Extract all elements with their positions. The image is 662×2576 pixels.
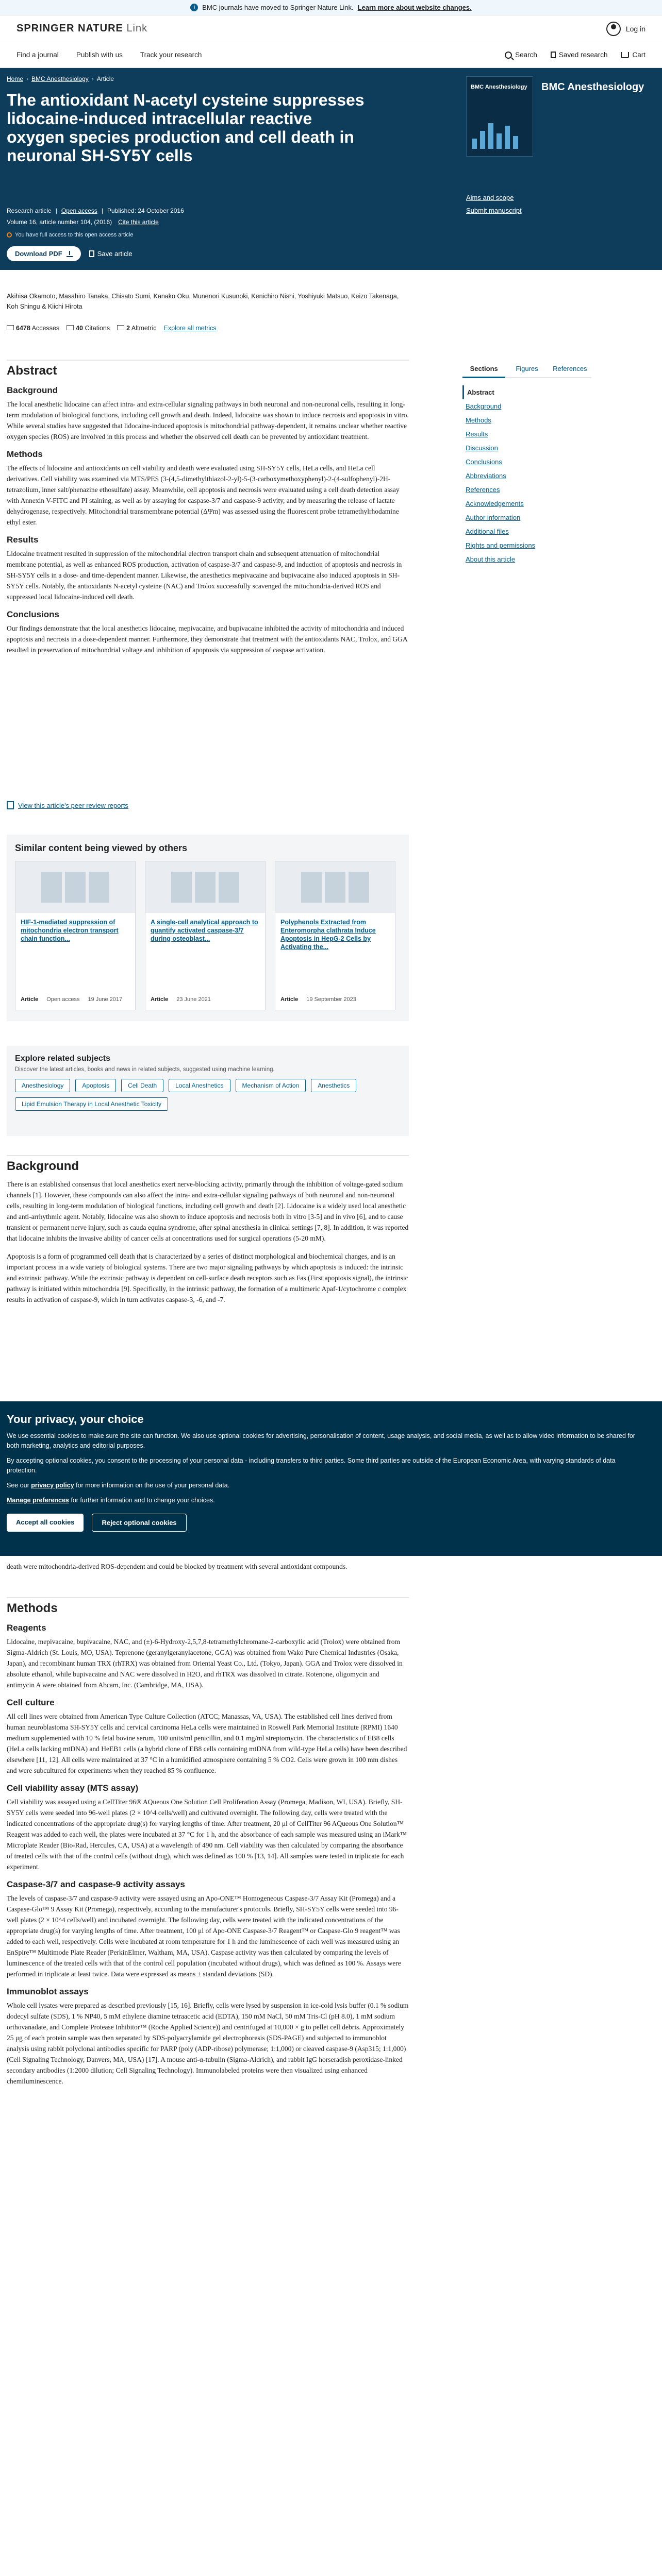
abstract-section bbox=[7, 360, 409, 655]
cover-art bbox=[472, 118, 527, 149]
peer-review-link[interactable]: View this article's peer review reports bbox=[7, 801, 128, 809]
section-link-methods[interactable]: Methods bbox=[466, 416, 491, 424]
subject-chip[interactable]: Mechanism of Action bbox=[236, 1079, 306, 1092]
explore-hint: Discover the latest articles, books and news in related subjects, suggested using machine learning. bbox=[15, 1066, 275, 1073]
article-volume-line: Volume 16, article number 104, (2016) Cite this article bbox=[7, 218, 159, 226]
section-link-background[interactable]: Background bbox=[466, 402, 502, 410]
save-article-button[interactable]: Save article bbox=[89, 250, 133, 258]
journal-name[interactable]: BMC Anesthesiology bbox=[541, 81, 644, 93]
open-access-icon bbox=[7, 232, 12, 238]
section-link-acknowledgements[interactable]: Acknowledgements bbox=[466, 500, 524, 507]
manage-preferences-link[interactable]: Manage preferences bbox=[7, 1497, 69, 1504]
tab-figures[interactable]: Figures bbox=[516, 365, 538, 372]
breadcrumb-home[interactable]: Home bbox=[7, 75, 24, 82]
background-paragraph: There is an established consensus that local anesthetics exert nerve-blocking activity, primarily through the inhibition of voltage-gated sodium channels [1]. However, these compounds can also affect the intra- and extra-cellular signaling pathways of both neuronal and non-neuronal cells, resulting in long-term modulation of biological functions, including cell growth and death [2]. Lidocaine is a widely used local anesthetic and anti-arrhythmic agent. Notably, lidocaine was also shown to induce apoptosis and necrosis both in vitro [3-5] and in vivo [6], and to cause transient or permanent nerve injury, such as cauda equina syndrome, after spinal anesthesia in clinical settings [7, 8]. In addition, it was reported that lidocaine inhibits the invasive ability of cancer cells at concentrations used for surgical operations (5-20 mM). bbox=[7, 1180, 409, 1242]
cite-article-link[interactable]: Cite this article bbox=[118, 218, 159, 226]
reagents-text: Lidocaine, mepivacaine, bupivacaine, NAC, and (±)-6-Hydroxy-2,5,7,8-tetramethylchromane-2-carboxylic acid (Trolox) were obtained from Sigma-Aldrich (St. Louis, MO, USA). Teprenone (geranylgeranylacetone, GGA) was obtained from Wako Pure Chemical Industries (Osaka, Japan), and recombinant human TRX (rhTRX) was obtained from Oriental Yeast Co., Ltd. (Tokyo, Japan). GGA and Trolox were dissolved in absolute ethanol, while bupivacaine and NAC were dissolved in H2O, and rhTRX was dissolved in citrate. Rotenone, oligomycin and antimycin A were obtained from Abcam, Inc. (Cambridge, MA, USA). bbox=[7, 1638, 403, 1689]
cookie-text: See our privacy policy for more information on the use of your personal data. bbox=[7, 1482, 230, 1489]
abstract-conclusions-heading: Conclusions bbox=[7, 609, 60, 619]
search-icon bbox=[505, 52, 512, 59]
info-icon: i bbox=[190, 4, 198, 11]
open-access-link[interactable]: Open access bbox=[61, 207, 97, 214]
cookie-heading: Your privacy, your choice bbox=[7, 1413, 144, 1426]
mts-heading: Cell viability assay (MTS assay) bbox=[7, 1783, 139, 1793]
card-title[interactable]: Polyphenols Extracted from Enteromorpha clathrata Induce Apoptosis in HepG-2 Cells by Activating the... bbox=[280, 919, 376, 951]
sidebar-tabs bbox=[462, 360, 591, 378]
article-title: The antioxidant N-acetyl cysteine suppresses lidocaine-induced intracellular reactive oxygen species production and cell death in neuronal SH-SY5Y cells bbox=[7, 91, 365, 165]
caspase-heading: Caspase-3/7 and caspase-9 activity assays bbox=[7, 1879, 185, 1889]
subject-chip[interactable]: Anesthetics bbox=[311, 1079, 356, 1092]
author-list[interactable]: Akihisa Okamoto, Masahiro Tanaka, Chisato Sumi, Kanako Oku, Munenori Kusunoki, Kenichiro Nishi, Yoshiyuki Matsuo, Keizo Takenaga, Koh Shingu & Kiichi Hirota bbox=[7, 293, 399, 310]
section-link-results[interactable]: Results bbox=[466, 430, 488, 438]
subject-chip[interactable]: Apoptosis bbox=[75, 1079, 116, 1092]
explore-metrics-link[interactable]: Explore all metrics bbox=[163, 325, 217, 332]
section-link-conclusions[interactable]: Conclusions bbox=[466, 458, 502, 466]
background-section bbox=[7, 1155, 409, 1305]
explore-subjects bbox=[7, 1046, 409, 1136]
section-link-additional-files[interactable]: Additional files bbox=[466, 528, 509, 535]
card-thumbnail bbox=[15, 861, 135, 913]
similar-card[interactable]: A single-cell analytical approach to quantify activated caspase-3/7 during osteoblast... Article 23 June 2021 bbox=[145, 861, 266, 1010]
notice-link[interactable]: Learn more about website changes. bbox=[357, 4, 472, 11]
mts-text: Cell viability was assayed using a CellTiter 96® AQueous One Solution Cell Proliferation Assay (Promega, Madison, WI, USA). Briefly, SH-SY5Y cells were seeded into 96-well plates (2 × 10^4 cells/well) and cultivated overnight. The following day, cells were treated with the indicated concentrations of the appropriate drug(s) for varying lengths of time. After treatment, 20 μl of CellTiter 96 AQueous One Solution™ Reagent was added to each well, the plates were incubated at 37 °C for 1 h, and the absorbance of each sample was measured using an iMark™ Microplate Reader (Bio-Rad, Hercules, CA, USA) at a wavelength of 490 nm. Cell viability was then calculated by comparing the absorbance of treated cells with that of the control cells (without drug), which was defined as 100 % [13, 14]. All samples were tested in triplicate for each experiment. bbox=[7, 1798, 407, 1871]
card-thumbnail bbox=[275, 861, 395, 913]
similar-card[interactable]: Polyphenols Extracted from Enteromorpha clathrata Induce Apoptosis in HepG-2 Cells by Activating the... Article 19 September 2023 bbox=[275, 861, 395, 1010]
abstract-results-text: Lidocaine treatment resulted in suppression of the mitochondrial electron transport chain and subsequent attenuation of mitochondrial membrane potential, as well as enhanced ROS production, activation of caspase-3/7 and caspase-9, and induction of apoptosis and necrosis in SH-SY5Y cells in a dose- and time-dependent manner. Likewise, the anesthetics mepivacaine and bupivacaine also induced apoptosis in SH-SY5Y cells. Notably, the antioxidants N-acetyl cysteine (NAC) and Trolox successfully scavenged the mitochondria-derived ROS and suppressed local lidocaine-induced cell death. bbox=[7, 550, 402, 601]
article-sidebar bbox=[462, 360, 591, 566]
cookie-banner bbox=[0, 1401, 662, 1556]
subject-chip[interactable]: Anesthesiology bbox=[15, 1079, 70, 1092]
card-title[interactable]: A single-cell analytical approach to quantify activated caspase-3/7 during osteoblast... bbox=[151, 919, 258, 942]
citations-metric: 40 Citations bbox=[67, 325, 110, 332]
altmetric-metric: 2 Altmetric bbox=[117, 325, 156, 332]
privacy-policy-link[interactable]: privacy policy bbox=[31, 1482, 74, 1489]
submit-manuscript-link[interactable]: Submit manuscript bbox=[466, 207, 522, 214]
nav-track[interactable]: Track your research bbox=[140, 51, 202, 59]
abstract-heading: Abstract bbox=[7, 360, 409, 378]
reagents-heading: Reagents bbox=[7, 1623, 46, 1633]
immunoblot-heading: Immunoblot assays bbox=[7, 1987, 89, 1996]
abstract-background-text: The local anesthetic lidocaine can affect intra- and extra-cellular signaling pathways in both neuronal and non-neuronal cells, resulting in long-term modulation of biological functions, including cell growth and death. Indeed, lidocaine was shown to induce necrosis and apoptosis in vitro. While several studies have suggested that lidocaine-induced apoptosis is mitochondrial pathway-dependent, it remains unclear whether reactive oxygen species (ROS) are involved in this process and whether the observed cell death can be prevented by antioxidant treatment. bbox=[7, 400, 409, 440]
user-icon bbox=[606, 22, 621, 36]
cookie-text: Manage preferences for further information and to change your choices. bbox=[7, 1497, 215, 1504]
download-icon bbox=[67, 251, 73, 257]
nav-find-journal[interactable]: Find a journal bbox=[16, 51, 59, 59]
breadcrumb-article: Article bbox=[96, 75, 114, 82]
card-title[interactable]: HIF-1-mediated suppression of mitochondria electron transport chain function... bbox=[21, 919, 119, 942]
tab-sections[interactable]: Sections bbox=[462, 360, 505, 378]
brand-header bbox=[0, 15, 662, 42]
section-link-abbreviations[interactable]: Abbreviations bbox=[466, 472, 506, 480]
similar-card[interactable]: HIF-1-mediated suppression of mitochondria electron transport chain function... Article Open access 19 June 2017 bbox=[15, 861, 136, 1010]
accesses-metric: 6478 Accesses bbox=[7, 325, 59, 332]
notice-bar bbox=[0, 0, 662, 15]
metrics-bar bbox=[7, 325, 217, 332]
methods-section bbox=[7, 1597, 409, 2087]
tab-references[interactable]: References bbox=[553, 365, 587, 372]
cell-culture-text: All cell lines were obtained from American Type Culture Collection (ATCC; Manassas, VA, USA). The established cell lines derived from human neuroblastoma SH-SY5Y cells and cervical carcinoma HeLa cells were maintained in Roswell Park Memorial Institute (RPMI) 1640 medium supplemented with 10 % fetal bovine serum, 100 units/ml penicillin, and 0.1 mg/ml streptomycin. The characteristics of EB8 cells (HeLa cells lacking mtDNA) and HeEB1 cells (a hybrid clone of EB8 cells containing mtDNA from wild-type HeLa cells) have been described elsewhere [11, 12]. All cells were maintained at 37 °C in a humidified atmosphere containing 5 % CO2. Cells were grown in 100 mm dishes and were subcultured for experiments when they reached 85 % confluence. bbox=[7, 1713, 407, 1774]
oa-note: You have full access to this open access article bbox=[7, 232, 134, 238]
section-link-discussion[interactable]: Discussion bbox=[466, 444, 498, 452]
citations-icon bbox=[67, 325, 74, 330]
cookie-text: By accepting optional cookies, you consent to the processing of your personal data - including transfers to third parties. Some third parties are outside of the European Economic Area, with varying standards of data protection. bbox=[7, 1457, 616, 1474]
card-thumbnail bbox=[145, 861, 265, 913]
search-button[interactable]: Search bbox=[505, 51, 537, 59]
aims-scope-link[interactable]: Aims and scope bbox=[466, 194, 514, 201]
accesses-icon bbox=[7, 325, 14, 330]
saved-research-button[interactable]: Saved research bbox=[551, 51, 608, 59]
abstract-conclusions-text: Our findings demonstrate that the local anesthetics lidocaine, mepivacaine, and bupivacaine inhibited the activity of mitochondria and induced apoptosis and necrosis in a dose-dependent manner. Furthermore, they demonstrate that treatment with the antioxidants NAC, Trolox, and GGA resulted in preservation of mitochondrial voltage and inhibition of apoptosis via suppression of caspase activation. bbox=[7, 624, 407, 654]
accept-cookies-button[interactable]: Accept all cookies bbox=[7, 1514, 84, 1532]
subject-chip[interactable]: Local Anesthetics bbox=[169, 1079, 230, 1092]
similar-heading: Similar content being viewed by others bbox=[15, 843, 188, 853]
cart-icon bbox=[621, 52, 629, 58]
springer-nature-logo[interactable]: SPRINGER NATURE Link bbox=[16, 23, 148, 34]
breadcrumb-journal[interactable]: BMC Anesthesiology bbox=[31, 75, 89, 82]
section-link-about[interactable]: About this article bbox=[466, 555, 516, 563]
explore-heading: Explore related subjects bbox=[15, 1054, 110, 1063]
secondary-nav bbox=[0, 42, 662, 68]
abstract-results-heading: Results bbox=[7, 535, 39, 545]
caspase-text: The levels of caspase-3/7 and caspase-9 activity were assayed using an Apo-ONE™ Homogeneous Caspase-3/7 Assay Kit (Promega) and a Caspase-Glo™ 9 Assay Kit (Promega), respectively, according to the manufacturer's protocols. Briefly, SH-SY5Y cells were seeded into 96-well plates (2 × 10^4 cells/well) and incubated overnight. The following day, cells were treated with the indicated concentrations of the appropriate drug(s) for varying lengths of time. After treatment, 100 μl of Apo-ONE Caspase-3/7 Reagent™ or Caspase-Glo 9 reagent™ was added to each well, respectively. Cells were incubated at room temperature for 1 h and the luminescence of each well was measured using an EnSpire™ Multimode Plate Reader (PerkinElmer, Waltham, MA, USA). Caspase activity was then calculated by comparing the levels of luminescence of the treated cells with that of the control cell population (incubated without drugs), which was defined as 100 %. Assays were performed in triplicate at least twice. Data were expressed as means ± standard deviations (SD). bbox=[7, 1894, 401, 1978]
section-link-author-information[interactable]: Author information bbox=[466, 514, 521, 521]
article-type-line: Research article | Open access | Published: 24 October 2016 bbox=[7, 207, 184, 214]
abstract-methods-heading: Methods bbox=[7, 449, 43, 459]
background-heading: Background bbox=[7, 1155, 409, 1174]
similar-content bbox=[7, 835, 409, 1021]
background-paragraph: Apoptosis is a form of programmed cell death that is characterized by a series of distinct morphological and biochemical changes, and is an important process in a wide variety of biological systems. There are two major signaling pathways by which apoptosis is induced: the intrinsic and extrinsic pathway. While the extrinsic pathway is dependent on cell-surface death receptors such as Fas (First apoptosis signal), the intrinsic pathway is initiated within mitochondria [9]. Specifically, in the intrinsic pathway, the formation of a multimeric Apaf-1/cytochrome c complex results in activation of caspase-9, which in turn activates caspase-3, -6, and -7. bbox=[7, 1252, 408, 1303]
immunoblot-text: Whole cell lysates were prepared as described previously [15, 16]. Briefly, cells were lysed by suspension in ice-cold lysis buffer (0.1 % sodium dodecyl sulfate (SDS), 1 % NP40, 5 mM ethylene diamine tetraacetic acid (EDTA), 150 mM NaCl, 50 mM Tris-Cl (pH 8.0), 1 mM sodium orthovanadate, and Complete Protease Inhibitor™ (Roche Applied Science)) and centrifuged at 10,000 × g to pellet cell debris. Approximately 25 μg of each protein sample was then separated by SDS-polyacrylamide gel electrophoresis (SDS-PAGE) and subjected to immunoblot analysis using rabbit polyclonal antibodies specific for PARP (poly (ADP-ribose) polymerase; 1:1,000) or cleaved caspase-9 (Asp315; 1:1,000) (Cell Signaling Technology, Danvers, MA, USA) [17]. A mouse anti-α-tubulin (Sigma-Aldrich), and rabbit IgG horseradish peroxidase-linked secondary antibodies (1:2000 dilution; Cell Signaling Technology). Immunolabeled proteins were then visualized using enhanced chemiluminescence. bbox=[7, 2002, 409, 2085]
document-icon bbox=[7, 801, 14, 809]
section-link-abstract[interactable]: Abstract bbox=[462, 385, 591, 399]
section-link-references[interactable]: References bbox=[466, 486, 500, 494]
abstract-methods-text: The effects of lidocaine and antioxidants on cell viability and death were evaluated using SH-SY5Y cells, HeLa cells, and HeLa cell derivatives. Cell viability was examined via MTS/PES (3-(4,5-dimethylthiazol-2-yl)-5-(3-carboxymethoxyphenyl)-2-(4-sulfophenyl)-2H-tetrazolium, inner salt/phenazine ethosulfate) assay. Meanwhile, cell apoptosis and necrosis were evaluated using a cell death detection assay with Annexin V-FITC and PI staining, as well as by assaying for caspase-3/7 and caspase-9 activity, and by measuring the release of lactate dehydrogenase, respectively. Mitochondrial transmembrane potential (ΔΨm) was assessed using the fluorescent probe tetramethylrhodamine ethyl ester. bbox=[7, 464, 400, 526]
section-link-rights[interactable]: Rights and permissions bbox=[466, 541, 536, 549]
background-continued bbox=[7, 1561, 409, 1572]
article-hero bbox=[0, 68, 662, 270]
altmetric-icon bbox=[117, 325, 124, 330]
cookie-text: We use essential cookies to make sure the site can function. We also use optional cookies for advertising, personalisation of content, usage analysis, and social media, as well as to allow video information to be shared for both marketing, analytics and editorial purposes. bbox=[7, 1432, 635, 1449]
nav-publish[interactable]: Publish with us bbox=[76, 51, 123, 59]
abstract-background-heading: Background bbox=[7, 385, 58, 395]
subject-chip[interactable]: Cell Death bbox=[121, 1079, 163, 1092]
breadcrumb: Home › BMC Anesthesiology › Article bbox=[7, 75, 114, 82]
journal-cover[interactable]: BMC Anesthesiology bbox=[466, 76, 533, 157]
cart-button[interactable]: Cart bbox=[621, 51, 646, 59]
notice-text: BMC journals have moved to Springer Nature Link. bbox=[202, 4, 354, 11]
sections-list bbox=[462, 385, 591, 566]
bookmark-icon bbox=[89, 250, 94, 257]
methods-heading: Methods bbox=[7, 1597, 409, 1616]
bookmark-icon bbox=[551, 52, 556, 58]
cell-culture-heading: Cell culture bbox=[7, 1698, 55, 1707]
reject-cookies-button[interactable]: Reject optional cookies bbox=[92, 1514, 186, 1532]
login-link[interactable]: Log in bbox=[625, 24, 646, 33]
login-area[interactable] bbox=[606, 22, 646, 36]
subject-chip[interactable]: Lipid Emulsion Therapy in Local Anesthetic Toxicity bbox=[15, 1097, 168, 1111]
background-paragraph-end: death were mitochondria-derived ROS-dependent and could be blocked by treatment with several antioxidant compounds. bbox=[7, 1563, 347, 1570]
download-pdf-button[interactable]: Download PDF bbox=[7, 246, 81, 261]
